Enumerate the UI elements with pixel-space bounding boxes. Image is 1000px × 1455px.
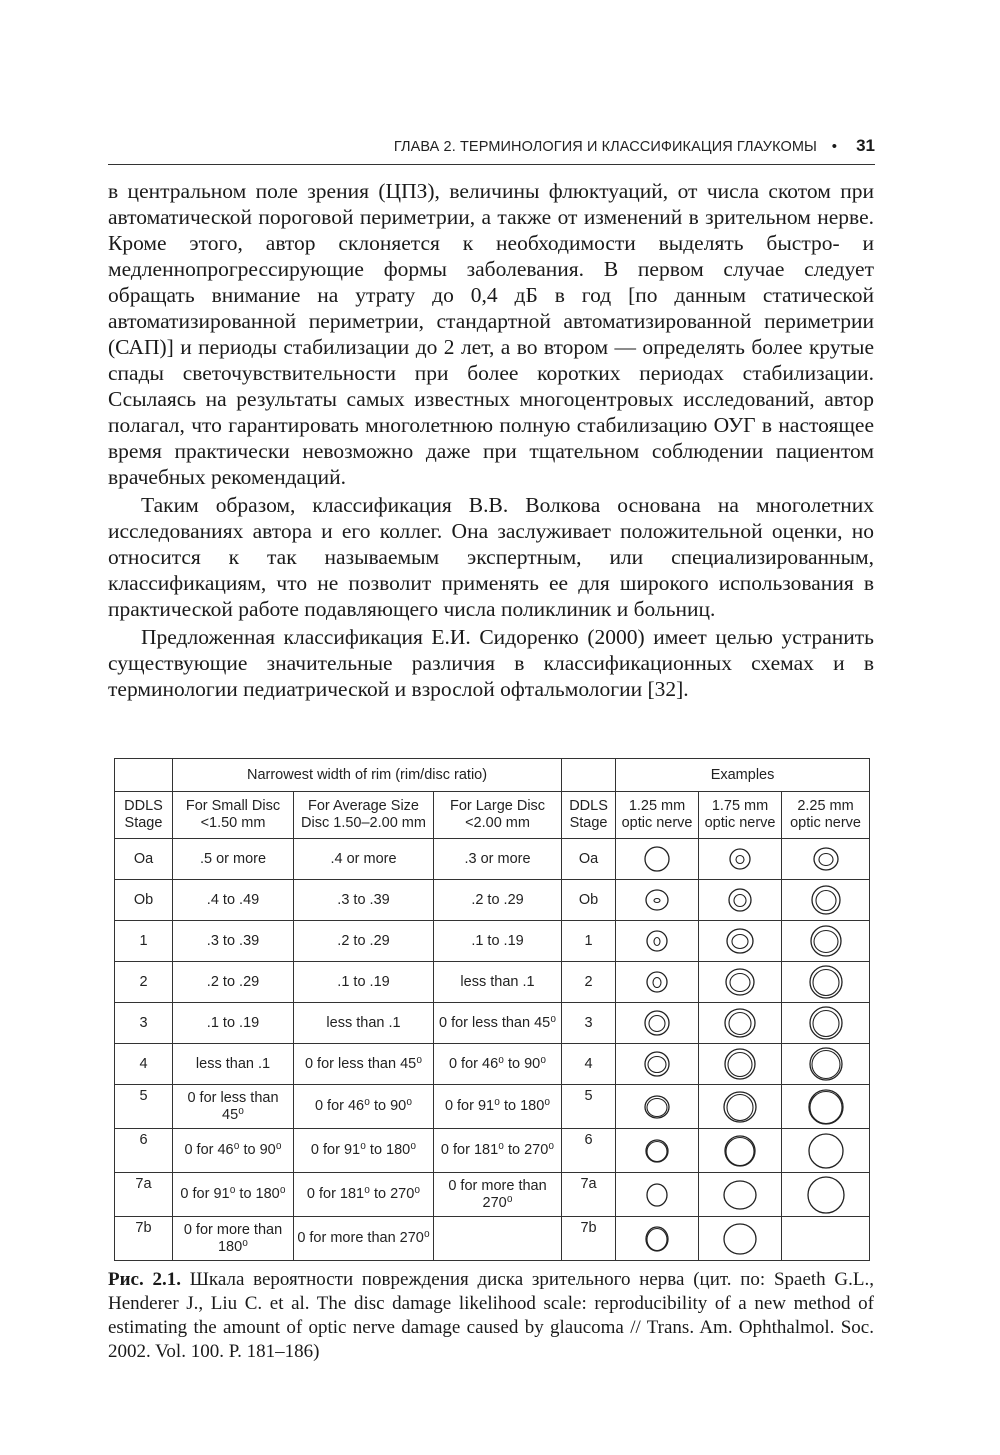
- optic-disc-drawing: [804, 963, 848, 1001]
- cell-stage-2: 6: [562, 1129, 616, 1173]
- cup-outline: [647, 1098, 667, 1116]
- disc-outline: [646, 1227, 668, 1251]
- optic-disc-drawing: [635, 963, 679, 1001]
- cell-average-disc: .1 to .19: [294, 962, 434, 1003]
- optic-disc-drawing: [635, 840, 679, 878]
- table-row: [115, 1003, 870, 1044]
- cup-outline: [819, 854, 833, 866]
- cell-average-disc: 0 for 46⁰ to 90⁰: [294, 1085, 434, 1129]
- optic-disc-drawing: [804, 1004, 848, 1042]
- cup-outline: [653, 978, 661, 988]
- cup-outline: [813, 1011, 839, 1037]
- cell-example-225: [782, 1003, 870, 1044]
- col-header-line1: DDLS: [124, 798, 163, 814]
- cell-small-disc: 0 for more than 180⁰: [173, 1217, 294, 1261]
- col-header-line1: For Small Disc: [185, 798, 281, 814]
- optic-disc-drawing: [804, 922, 848, 960]
- cell-stage-2: 4: [562, 1044, 616, 1085]
- cell-stage-2: Ob: [562, 880, 616, 921]
- optic-disc-drawing: [718, 963, 762, 1001]
- cell-example-125: [616, 839, 699, 880]
- cell-stage: 7a: [115, 1173, 173, 1217]
- optic-disc-drawing: [804, 840, 848, 878]
- cup-outline: [728, 1053, 752, 1077]
- optic-disc-drawing: [804, 1088, 848, 1126]
- disc-outline: [646, 890, 668, 910]
- optic-disc-drawing: [804, 881, 848, 919]
- cell-stage-2: 7b: [562, 1217, 616, 1261]
- cell-example-225: [782, 962, 870, 1003]
- disc-outline: [809, 1134, 843, 1168]
- optic-disc-drawing: [804, 1176, 848, 1214]
- header-bullet: •: [831, 138, 837, 155]
- cell-example-175: [699, 1173, 782, 1217]
- cell-stage: Oa: [115, 839, 173, 880]
- cell-example-225: [782, 1129, 870, 1173]
- cell-stage: Ob: [115, 880, 173, 921]
- disc-outline: [647, 972, 667, 992]
- optic-disc-drawing: [804, 1045, 848, 1083]
- cup-outline: [814, 931, 838, 953]
- disc-outline: [810, 966, 842, 998]
- cell-large-disc: .1 to .19: [434, 921, 562, 962]
- cell-example-125: [616, 1129, 699, 1173]
- cell-example-175: [699, 962, 782, 1003]
- disc-outline: [727, 929, 753, 953]
- optic-disc-drawing: [718, 1088, 762, 1126]
- cell-small-disc: 0 for 91⁰ to 180⁰: [173, 1173, 294, 1217]
- rim-group-header: Narrowest width of rim (rim/disc ratio): [173, 759, 562, 792]
- table-row: [115, 1085, 870, 1129]
- cell-average-disc: less than .1: [294, 1003, 434, 1044]
- cell-large-disc: 0 for 91⁰ to 180⁰: [434, 1085, 562, 1129]
- cell-small-disc: .5 or more: [173, 839, 294, 880]
- cell-example-175: [699, 921, 782, 962]
- table-row: [115, 839, 870, 880]
- cell-stage: 3: [115, 1003, 173, 1044]
- disc-outline: [645, 1096, 669, 1118]
- col-header-example-225: [782, 792, 870, 839]
- optic-disc-drawing: [635, 1220, 679, 1258]
- cell-example-175: [699, 1085, 782, 1129]
- paragraph-3: Предложенная классификация Е.И. Сидоренко (2000) имеет целью устранить существующие значительные различия в классификационных схемах и в терминологии педиатрической и взрослой офтальмологии [32].: [108, 625, 874, 701]
- disc-outline: [814, 848, 838, 870]
- optic-disc-drawing: [718, 1132, 762, 1170]
- examples-group-header: Examples: [616, 759, 870, 792]
- optic-disc-drawing: [718, 1045, 762, 1083]
- col-header-line1: 1.25 mm: [628, 798, 686, 814]
- table-row: [115, 921, 870, 962]
- optic-disc-drawing: [718, 881, 762, 919]
- cell-example-175: [699, 839, 782, 880]
- table-row: [115, 1044, 870, 1085]
- col-header-line1: DDLS: [569, 798, 608, 814]
- cell-large-disc: 0 for less than 45⁰: [434, 1003, 562, 1044]
- cup-outline: [654, 899, 660, 903]
- chapter-title: ГЛАВА 2. ТЕРМИНОЛОГИЯ И КЛАССИФИКАЦИЯ ГЛАУКОМЫ: [393, 139, 817, 155]
- col-header-line1: 1.75 mm: [711, 798, 769, 814]
- cup-outline: [810, 1091, 842, 1123]
- cell-example-225: [782, 1217, 870, 1261]
- cup-outline: [726, 1137, 754, 1165]
- disc-outline: [729, 889, 751, 911]
- empty-corner-cell: [115, 759, 173, 792]
- cell-stage: 6: [115, 1129, 173, 1173]
- col-header-line1: 2.25 mm: [797, 798, 854, 814]
- cell-stage: 7b: [115, 1217, 173, 1261]
- cell-large-disc: 0 for 46⁰ to 90⁰: [434, 1044, 562, 1085]
- cell-average-disc: 0 for more than 270⁰: [294, 1217, 434, 1261]
- empty-header-cell: [562, 759, 616, 792]
- page-number: 31: [856, 136, 875, 155]
- figure-caption: [108, 1268, 874, 1364]
- cell-example-225: [782, 921, 870, 962]
- col-header-average: [294, 792, 434, 839]
- table-row: [115, 880, 870, 921]
- paragraph-1: в центральном поле зрения (ЦПЗ), величины флюктуаций, от числа скотом при автоматической пороговой периметрии, а также от изменений в зрительном нерве. Кроме этого, автор склоняется к необходимости выделять быстро- и медленнопрогрессирующие формы заболевания. В первом случае следует обращать внимание на утрату до 0,4 дБ в год [по данным статической автоматизированной периметрии, стандартной автоматизированной периметрии (САП)] и периоды стабилизации до 2 лет, а во втором — определять более крутые спады светочувствительности при более коротких периодах стабилизации. Ссылаясь на результаты самых известных многоцентровых исследований, автор полагал, что гарантировать многолетнюю полную стабилизацию ОУГ в настоящее время практически невозможно даже при тщательном соблюдении пациентом врачебных рекомендаций.: [108, 179, 874, 489]
- cell-large-disc: less than .1: [434, 962, 562, 1003]
- cell-stage: 2: [115, 962, 173, 1003]
- cup-outline: [727, 1094, 753, 1120]
- cell-example-175: [699, 1003, 782, 1044]
- col-header-line2: Stage: [124, 815, 163, 831]
- disc-outline: [810, 1007, 842, 1039]
- cell-average-disc: 0 for less than 45⁰: [294, 1044, 434, 1085]
- cell-example-225: [782, 839, 870, 880]
- cell-example-125: [616, 1173, 699, 1217]
- cup-outline: [813, 970, 839, 996]
- disc-outline: [808, 1177, 844, 1213]
- cell-example-225: [782, 1085, 870, 1129]
- cell-small-disc: .1 to .19: [173, 1003, 294, 1044]
- disc-outline: [647, 1184, 667, 1206]
- cell-example-125: [616, 1044, 699, 1085]
- disc-outline: [810, 1048, 842, 1080]
- optic-disc-drawing: [718, 1176, 762, 1214]
- cell-average-disc: 0 for 181⁰ to 270⁰: [294, 1173, 434, 1217]
- cup-outline: [816, 891, 836, 911]
- cup-outline: [730, 974, 750, 992]
- cell-stage: 4: [115, 1044, 173, 1085]
- col-header-line1: For Average Size: [308, 798, 419, 814]
- col-header-stage: [115, 792, 173, 839]
- disc-outline: [645, 847, 669, 871]
- optic-disc-drawing: [635, 1045, 679, 1083]
- optic-disc-drawing: [635, 922, 679, 960]
- cell-example-225: [782, 1044, 870, 1085]
- cell-stage-2: 7a: [562, 1173, 616, 1217]
- cell-large-disc: [434, 1217, 562, 1261]
- cell-example-125: [616, 1003, 699, 1044]
- cell-stage-2: 5: [562, 1085, 616, 1129]
- col-header-example-175: [699, 792, 782, 839]
- cell-stage-2: 3: [562, 1003, 616, 1044]
- col-header-line2: <2.00 mm: [465, 815, 530, 831]
- cell-example-175: [699, 1044, 782, 1085]
- disc-outline: [730, 849, 750, 869]
- table-row: [115, 962, 870, 1003]
- cup-outline: [734, 895, 746, 907]
- cell-average-disc: .2 to .29: [294, 921, 434, 962]
- disc-outline: [647, 931, 667, 951]
- running-header: [108, 134, 875, 165]
- col-header-line2: Disc 1.50–2.00 mm: [301, 815, 426, 831]
- cell-example-125: [616, 1217, 699, 1261]
- optic-disc-drawing: [635, 1004, 679, 1042]
- col-header-small: [173, 792, 294, 839]
- disc-outline: [724, 1224, 756, 1254]
- cell-large-disc: 0 for 181⁰ to 270⁰: [434, 1129, 562, 1173]
- col-header-line2: <1.50 mm: [200, 815, 266, 831]
- col-header-line1: For Large Disc: [449, 798, 546, 814]
- optic-disc-drawing: [635, 1176, 679, 1214]
- cell-example-125: [616, 1085, 699, 1129]
- cell-stage-2: Oa: [562, 839, 616, 880]
- cell-small-disc: 0 for 46⁰ to 90⁰: [173, 1129, 294, 1173]
- ddls-table: [114, 758, 870, 1261]
- optic-disc-drawing: [718, 1220, 762, 1258]
- optic-disc-drawing: [635, 881, 679, 919]
- cup-outline: [729, 1013, 751, 1035]
- optic-disc-drawing: [635, 1132, 679, 1170]
- cup-outline: [648, 1057, 666, 1073]
- cell-example-175: [699, 1217, 782, 1261]
- optic-disc-drawing: [804, 1132, 848, 1170]
- cup-outline: [732, 935, 748, 949]
- cell-small-disc: .2 to .29: [173, 962, 294, 1003]
- cup-outline: [647, 1141, 667, 1161]
- cell-average-disc: .4 or more: [294, 839, 434, 880]
- cell-large-disc: 0 for more than 270⁰: [434, 1173, 562, 1217]
- disc-outline: [724, 1092, 756, 1122]
- cell-small-disc: 0 for less than 45⁰: [173, 1085, 294, 1129]
- optic-disc-drawing: [718, 840, 762, 878]
- col-header-stage-2: [562, 792, 616, 839]
- cell-small-disc: .3 to .39: [173, 921, 294, 962]
- cell-stage-2: 2: [562, 962, 616, 1003]
- cell-small-disc: less than .1: [173, 1044, 294, 1085]
- cell-example-225: [782, 880, 870, 921]
- col-header-line2: optic nerve: [704, 815, 776, 831]
- caption-text: Шкала вероятности повреждения диска зрительного нерва (цит. по: Spaeth G.L., Henderer J., Liu C. et al. The disc damage likelihood scale: reproducibility of a new method of estimating the amount of optic nerve damage caused by glaucoma // Trans. Am. Ophthalmol. Soc. 2002. Vol. 100. P. 181–186): [108, 1269, 874, 1362]
- cell-average-disc: 0 for 91⁰ to 180⁰: [294, 1129, 434, 1173]
- paragraph-2: Таким образом, классификация В.В. Волкова основана на многолетних исследованиях автора и его коллег. Она заслуживает положительной оценки, но относится к так называемым экспертным, или специализированным, классификациям, что не позволит применять ее для широкого использования в практической работе подавляющего числа поликлиник и больниц.: [108, 493, 874, 621]
- disc-outline: [724, 1181, 756, 1209]
- cell-example-175: [699, 1129, 782, 1173]
- col-header-large: [434, 792, 562, 839]
- cell-large-disc: .2 to .29: [434, 880, 562, 921]
- cell-example-125: [616, 921, 699, 962]
- disc-outline: [725, 1049, 755, 1079]
- col-header-line2: optic nerve: [621, 815, 693, 831]
- cell-example-125: [616, 880, 699, 921]
- cup-outline: [649, 1016, 665, 1032]
- optic-disc-drawing: [718, 1004, 762, 1042]
- optic-disc-drawing: [635, 1088, 679, 1126]
- cell-example-175: [699, 880, 782, 921]
- cell-stage-2: 1: [562, 921, 616, 962]
- cup-outline: [654, 938, 660, 946]
- cell-small-disc: .4 to .49: [173, 880, 294, 921]
- cell-large-disc: .3 or more: [434, 839, 562, 880]
- cell-stage: 5: [115, 1085, 173, 1129]
- cup-outline: [812, 1051, 840, 1079]
- col-header-line2: optic nerve: [790, 815, 861, 831]
- table-row: [115, 1173, 870, 1217]
- cell-example-125: [616, 962, 699, 1003]
- col-header-example-125: [616, 792, 699, 839]
- body-text: [108, 178, 874, 702]
- cup-outline: [647, 1228, 667, 1250]
- table-row: [115, 1129, 870, 1173]
- caption-label: Рис. 2.1.: [108, 1269, 181, 1290]
- cell-average-disc: .3 to .39: [294, 880, 434, 921]
- optic-disc-drawing: [718, 922, 762, 960]
- cell-example-225: [782, 1173, 870, 1217]
- col-header-line2: Stage: [569, 815, 608, 831]
- cell-stage: 1: [115, 921, 173, 962]
- cup-outline: [736, 856, 744, 864]
- table-row: [115, 1217, 870, 1261]
